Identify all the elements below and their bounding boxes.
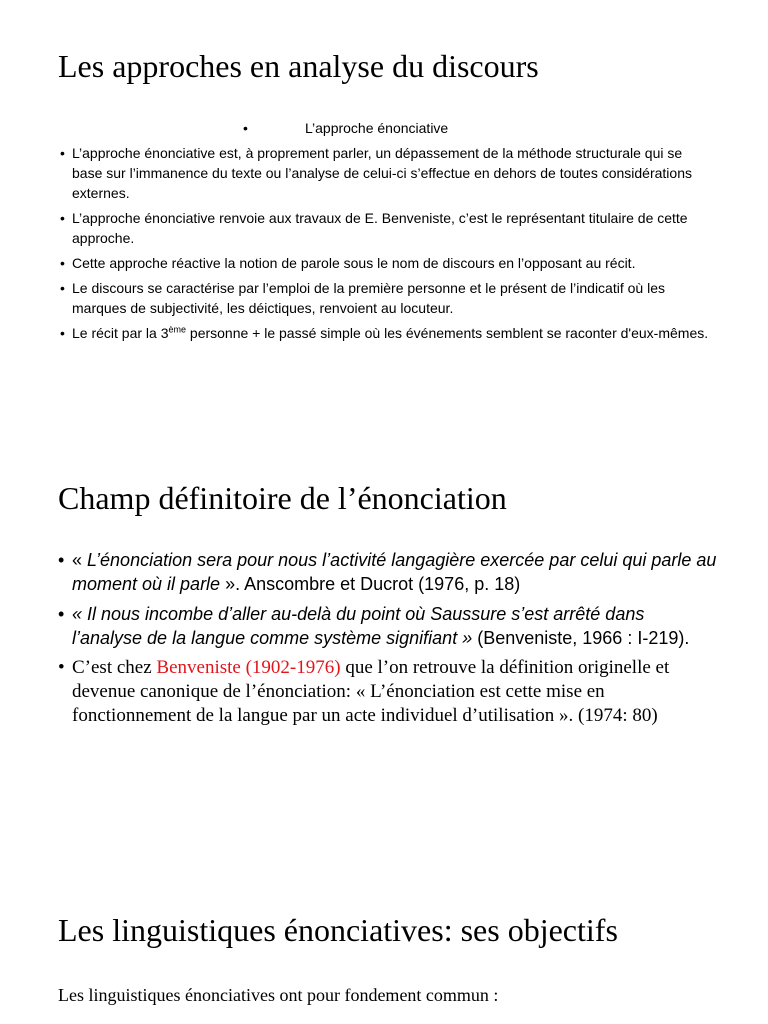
slide3-intro: Les linguistiques énonciatives ont pour fondement commun : xyxy=(58,985,499,1005)
list-item: • « L’énonciation sera pour nous l’activité langagière exercée par celui qui parle au moment où il parle ». Anscombre et Ducrot (1976, p. 18) xyxy=(58,550,717,594)
slide1-title: Les approches en analyse du discours xyxy=(58,48,539,84)
list-item: • C’est chez Benveniste (1902-1976) que l’on retrouve la définition originelle et devenue canonique de l’énonciation: « L’énonciation est cette mise en fonctionnement de la langue par un acte individuel d’utilisation ». (1974: 80) xyxy=(58,657,670,726)
list-item: • Cette approche réactive la notion de parole sous le nom de discours en l’opposant au récit. xyxy=(60,255,636,271)
slide2-bullet-list xyxy=(58,548,718,734)
bullet-icon: • xyxy=(60,280,65,296)
slide2-title: Champ définitoire de l’énonciation xyxy=(58,480,507,516)
list-item: • L’approche énonciative renvoie aux travaux de E. Benveniste, c’est le représentant titulaire de cette approche. xyxy=(60,210,688,246)
slide1-bullet-list xyxy=(60,143,712,348)
bullet-icon: • xyxy=(60,145,65,161)
list-item: • L’approche énonciative est, à proprement parler, un dépassement de la méthode structurale qui se base sur l’immanence du texte ou l’analyse de celui-ci s’effectue en dehors de toutes considérations externes. xyxy=(60,145,692,201)
subheading-text: L’approche énonciative xyxy=(305,120,449,136)
bullet-icon: • xyxy=(60,210,65,226)
subheading-bullet: • xyxy=(243,120,248,136)
highlighted-author: Benveniste (1902-1976) xyxy=(156,657,341,678)
list-item: • Le récit par la 3ème personne + le passé simple où les événements semblent se raconter d'eux-mêmes. xyxy=(60,324,709,341)
list-item: • « Il nous incombe d’aller au-delà du point où Saussure s’est arrêté dans l’analyse de la langue comme système signifiant » (Benveniste, 1966 : I-219). xyxy=(58,604,690,648)
bullet-icon: • xyxy=(58,604,65,624)
slide-champ-definitoire xyxy=(0,460,768,820)
list-item: • Le discours se caractérise par l’emploi de la première personne et le présent de l’indicatif où les marques de subjectivité, les déictiques, renvoient au locuteur. xyxy=(60,280,665,316)
bullet-icon: • xyxy=(60,255,65,271)
slide-linguistiques xyxy=(0,900,768,1024)
bullet-icon: • xyxy=(58,657,65,678)
slide-approches xyxy=(0,0,768,420)
bullet-icon: • xyxy=(60,325,65,341)
bullet-icon: • xyxy=(58,550,65,570)
slide3-title: Les linguistiques énonciatives: ses objectifs xyxy=(58,912,618,948)
